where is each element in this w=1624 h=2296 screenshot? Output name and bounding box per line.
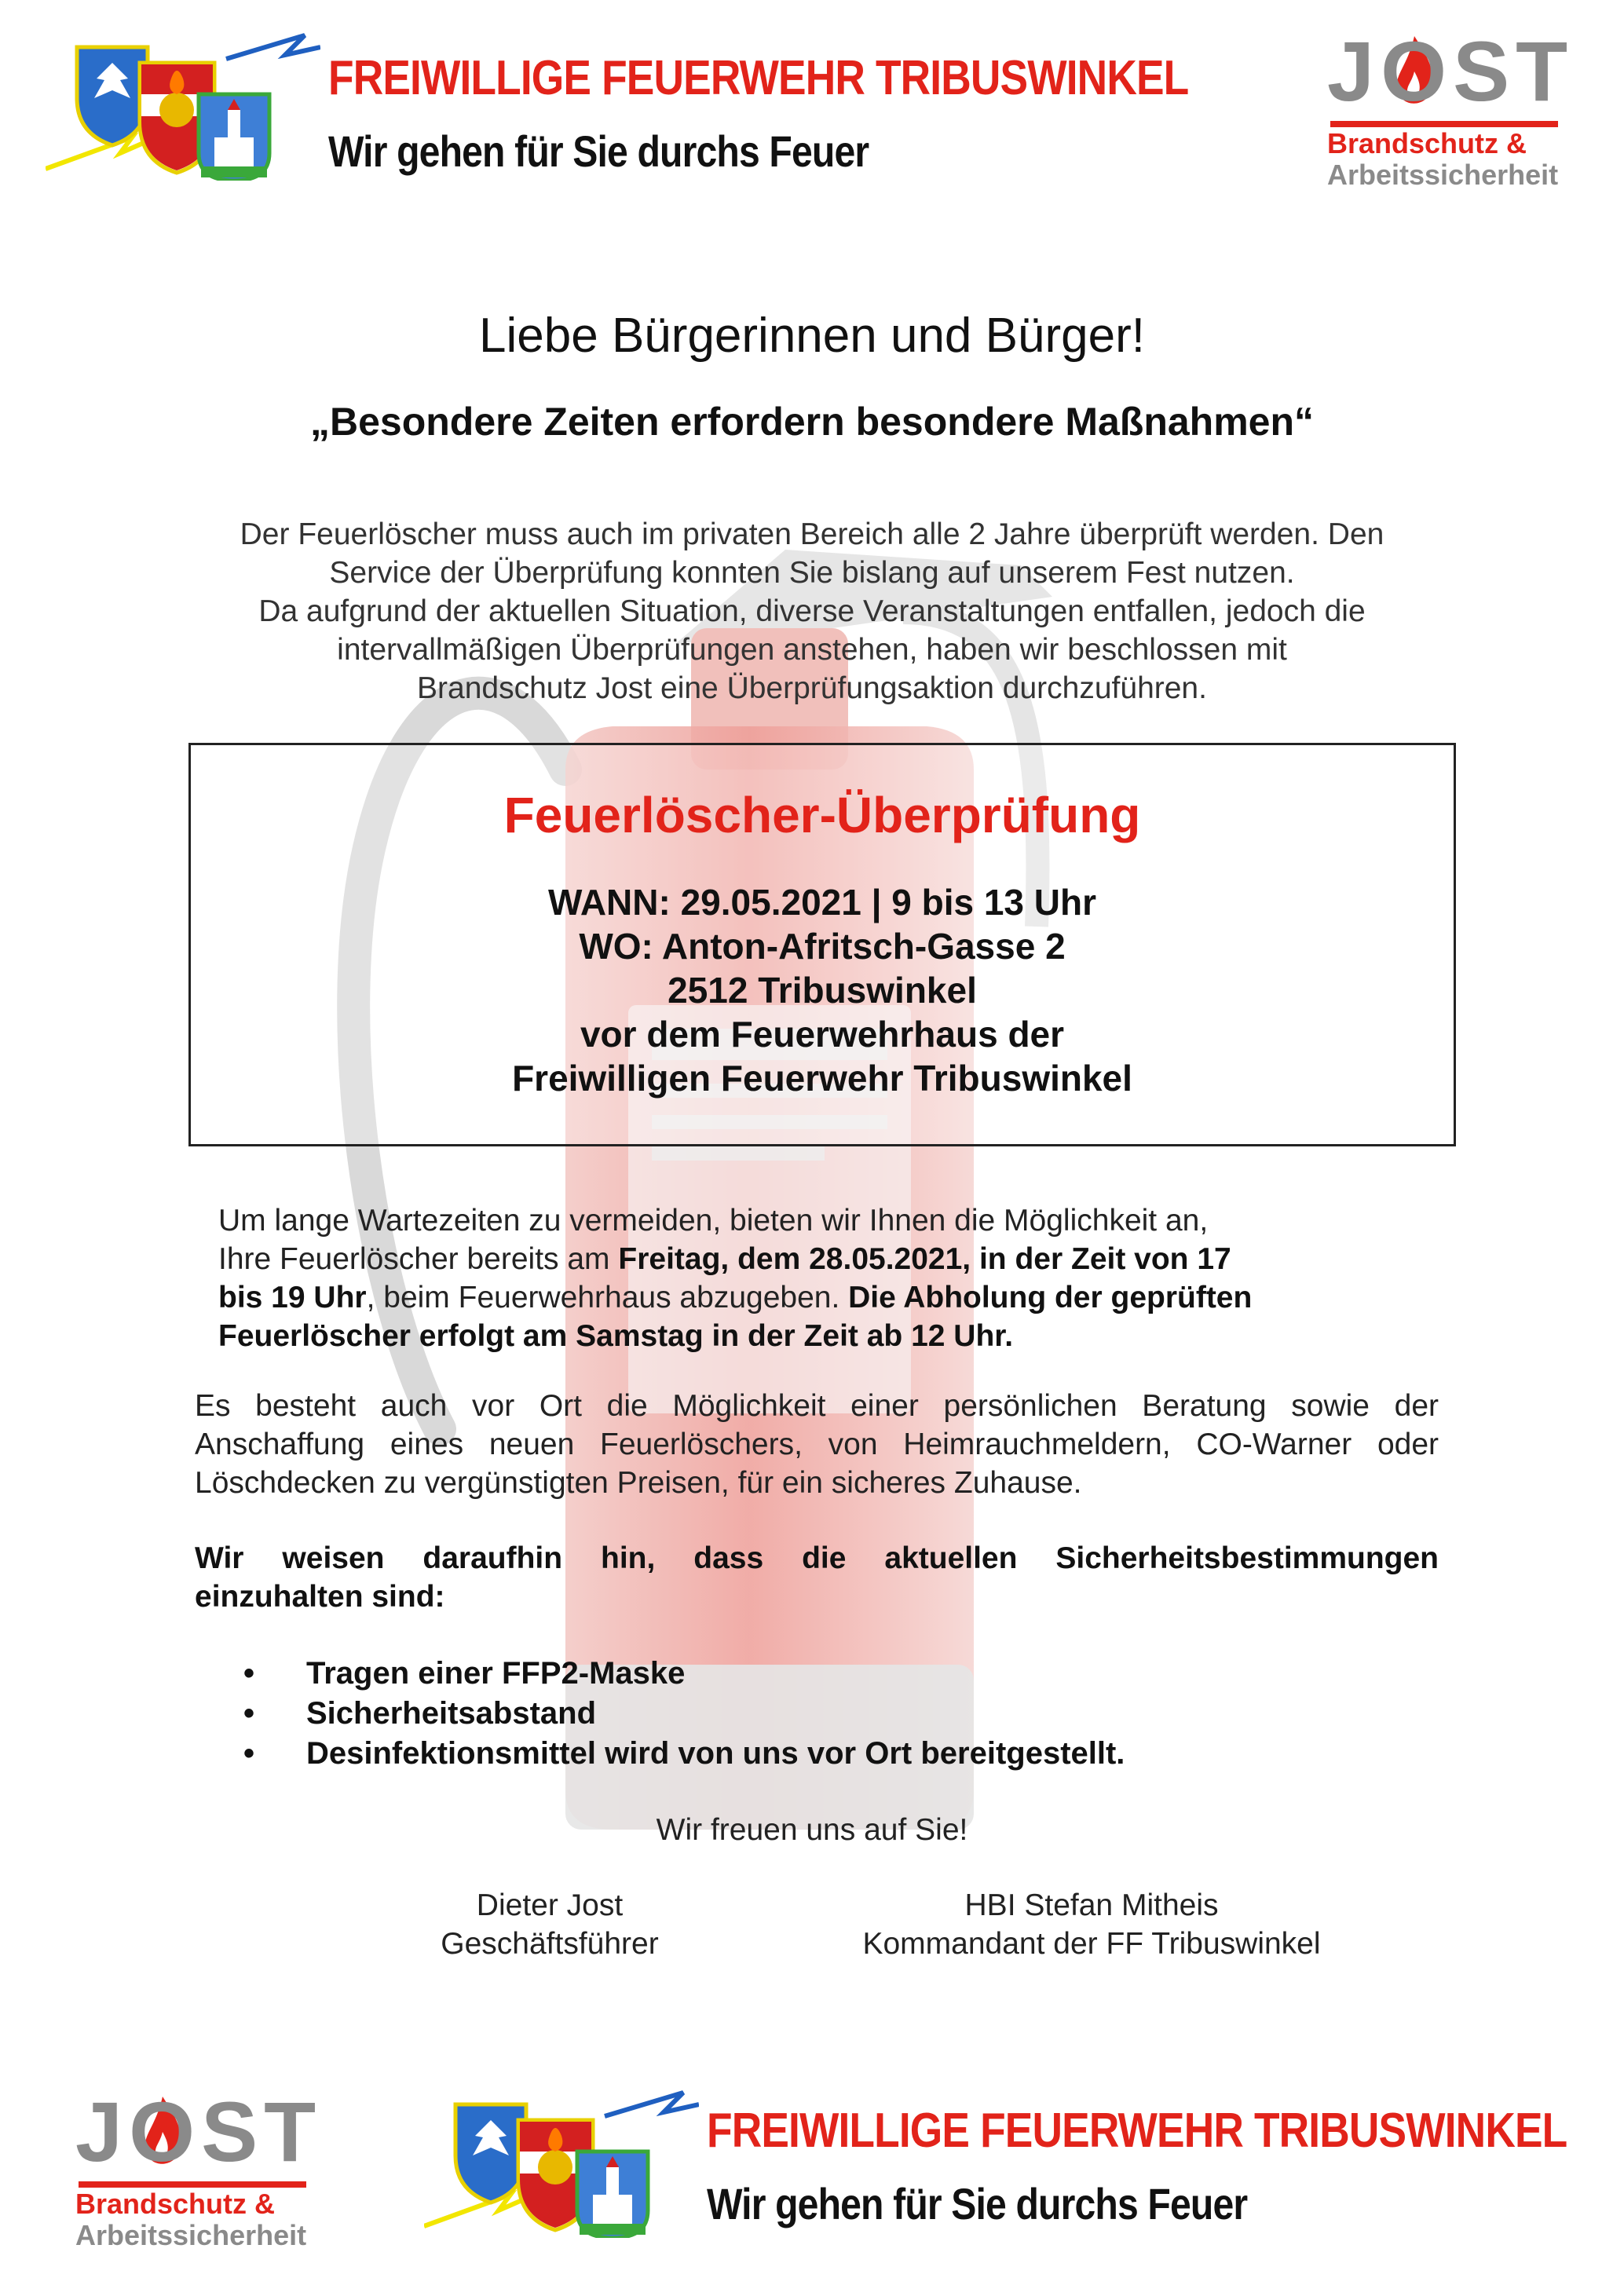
jost-logo-footer	[75, 2084, 327, 2254]
ff-subtitle: Wir gehen für Sie durchs Feuer	[328, 126, 869, 176]
dropoff-line	[218, 1240, 1318, 1278]
jost-wordmark: JOST	[1327, 24, 1575, 119]
jost-line1: Brandschutz &	[75, 2188, 276, 2220]
ff-title-footer: FREIWILLIGE FEUERWEHR TRIBUSWINKEL	[707, 2104, 1567, 2158]
event-box	[188, 743, 1456, 1146]
signature-name: Dieter Jost	[476, 1888, 624, 1922]
intro-paragraph	[157, 515, 1467, 707]
safety-item: Tragen einer FFP2-Maske	[306, 1656, 686, 1691]
signature-name: HBI Stefan Mitheis	[964, 1888, 1219, 1922]
intro-line: Der Feuerlöscher muss auch im privaten Bereich alle 2 Jahre überprüft werden. Den	[240, 517, 1384, 551]
consultation-line: Löschdecken zu vergünstigten Preisen, für ein sicheres Zuhause.	[195, 1466, 1082, 1500]
dropoff-text: Um lange Wartezeiten zu vermeiden, bieten wir Ihnen die Möglichkeit an,	[218, 1204, 1209, 1238]
jost-line1: Brandschutz &	[1327, 127, 1527, 159]
safety-item: Sicherheitsabstand	[306, 1696, 597, 1731]
consultation-paragraph	[195, 1387, 1439, 1502]
dropoff-bold-text: bis 19 Uhr	[218, 1281, 367, 1314]
dropoff-text: Ihre Feuerlöscher bereits am	[218, 1242, 619, 1276]
event-location-1: vor dem Feuerwehrhaus der	[580, 1014, 1065, 1055]
jost-line2: Arbeitssicherheit	[1327, 159, 1559, 191]
bullet-icon: •	[243, 1696, 255, 1731]
event-town: 2512 Tribuswinkel	[668, 970, 977, 1011]
jost-line2: Arbeitssicherheit	[75, 2219, 307, 2251]
closing-text: Wir freuen uns auf Sie!	[656, 1813, 968, 1847]
footer	[0, 2057, 1624, 2261]
dropoff-text: , beim Feuerwehrhaus abzugeben.	[366, 1281, 849, 1314]
event-when: WANN: 29.05.2021 | 9 bis 13 Uhr	[547, 882, 1097, 923]
motto: „Besondere Zeiten erfordern besondere Maßnahmen“	[309, 400, 1315, 444]
ff-subtitle-footer: Wir gehen für Sie durchs Feuer	[707, 2179, 1248, 2228]
signature-left	[346, 1886, 754, 1963]
safety-item: Desinfektionsmittel wird von uns vor Ort bereitgestellt.	[306, 1736, 1125, 1771]
dropoff-bold-text: Die Abholung der geprüften	[848, 1281, 1253, 1314]
intro-line: intervallmäßigen Überprüfungen anstehen, haben wir beschlossen mit	[337, 633, 1287, 667]
safety-intro-line: einzuhalten sind:	[195, 1580, 445, 1614]
jost-red-bar	[1330, 121, 1558, 127]
dropoff-bold-text: Feuerlöscher erfolgt am Samstag in der Zeit ab 12 Uhr.	[218, 1319, 1014, 1353]
header	[0, 0, 1624, 204]
jost-logo	[1327, 24, 1578, 193]
dropoff-line	[218, 1317, 1318, 1355]
bullet-icon: •	[243, 1736, 255, 1771]
event-location-2: Freiwilligen Feuerwehr Tribuswinkel	[512, 1058, 1132, 1099]
signature-role: Geschäftsführer	[441, 1927, 659, 1961]
safety-list	[243, 1654, 1421, 1774]
coat-of-arms-icon	[424, 2089, 699, 2238]
greeting: Liebe Bürgerinnen und Bürger!	[479, 309, 1145, 363]
jost-wordmark: JOST	[75, 2084, 323, 2179]
consultation-line: Anschaffung eines neuen Feuerlöschers, von Heimrauchmeldern, CO-Warner oder	[195, 1428, 1439, 1461]
jost-red-bar	[79, 2181, 306, 2188]
bullet-icon: •	[243, 1656, 255, 1691]
event-title: Feuerlöscher-Überprüfung	[503, 787, 1141, 843]
intro-line: Da aufgrund der aktuellen Situation, diverse Veranstaltungen entfallen, jedoch die	[258, 594, 1366, 628]
list-item	[243, 1734, 1421, 1774]
event-where: WO: Anton-Afritsch-Gasse 2	[579, 926, 1066, 967]
signature-role: Kommandant der FF Tribuswinkel	[862, 1927, 1321, 1961]
list-item	[243, 1654, 1421, 1694]
intro-line: Brandschutz Jost eine Überprüfungsaktion durchzuführen.	[417, 671, 1207, 705]
dropoff-line	[218, 1201, 1318, 1240]
signature-right	[809, 1886, 1374, 1963]
safety-intro	[195, 1539, 1439, 1616]
safety-intro-line: Wir weisen daraufhin hin, dass die aktuellen Sicherheitsbestimmungen	[195, 1541, 1439, 1575]
dropoff-bold-text: Freitag, dem 28.05.2021, in der Zeit von 17	[618, 1242, 1231, 1276]
dropoff-paragraph	[218, 1201, 1318, 1355]
list-item	[243, 1694, 1421, 1734]
ff-title: FREIWILLIGE FEUERWEHR TRIBUSWINKEL	[328, 51, 1189, 105]
consultation-line: Es besteht auch vor Ort die Möglichkeit einer persönlichen Beratung sowie der	[195, 1389, 1439, 1423]
coat-of-arms-icon	[46, 31, 320, 181]
intro-line: Service der Überprüfung konnten Sie bislang auf unserem Fest nutzen.	[329, 556, 1295, 590]
dropoff-line	[218, 1278, 1318, 1317]
